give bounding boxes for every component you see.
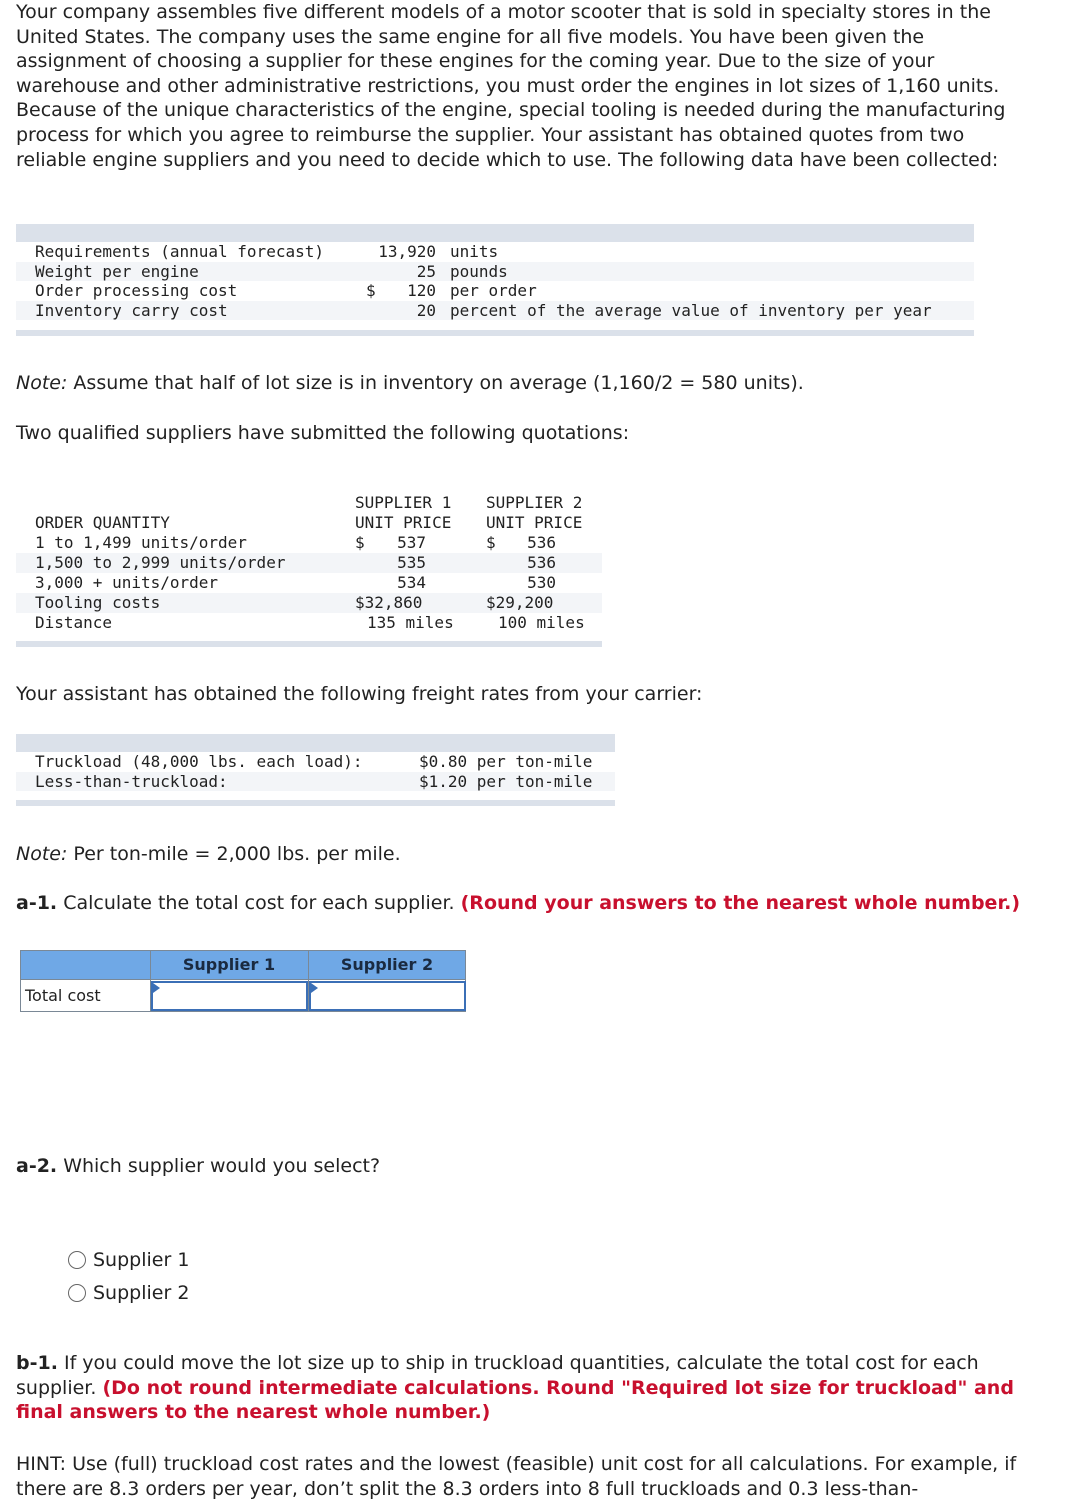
question-a2: a-2. Which supplier would you select? <box>16 1155 381 1177</box>
freight-row: Truckload (48,000 lbs. each load): $0.80 per ton-mile <box>35 752 593 771</box>
quote-header-line1: SUPPLIER 1 SUPPLIER 2 <box>355 493 583 512</box>
requirements-table <box>16 224 974 340</box>
req-row: Order processing cost $ 120 per order <box>35 281 537 300</box>
suppliers-intro: Two qualified suppliers have submitted the following quotations: <box>16 422 630 444</box>
supplier2-total-cost-input[interactable] <box>309 981 466 1011</box>
quote-row: 1 to 1,499 units/order $ 537 $ 536 <box>35 533 556 552</box>
input-marker-icon <box>153 983 160 993</box>
note-ton-mile: Note: Per ton-mile = 2,000 lbs. per mile. <box>16 843 401 865</box>
row-label-total-cost: Total cost <box>25 986 101 1005</box>
req-row: Weight per engine 25 pounds <box>16 262 974 282</box>
radio-circle-icon <box>68 1251 86 1269</box>
quote-row: Distance 135 miles 100 miles <box>35 613 585 632</box>
quotations-table <box>16 493 602 653</box>
radio-supplier-2[interactable]: Supplier 2 <box>68 1282 189 1304</box>
req-row: Inventory carry cost 20 percent of the average value of inventory per year <box>16 301 974 321</box>
col-header-supplier1: Supplier 1 <box>182 955 276 974</box>
radio-supplier-1[interactable]: Supplier 1 <box>68 1249 189 1271</box>
radio-circle-icon <box>68 1284 86 1302</box>
col-header-supplier2: Supplier 2 <box>340 955 434 974</box>
quote-row: Tooling costs $32,860 $29,200 <box>16 593 602 613</box>
input-marker-icon <box>311 983 318 993</box>
quote-row: 1,500 to 2,999 units/order 535 536 <box>16 553 602 573</box>
hint-text: HINT: Use (full) truckload cost rates and the lowest (feasible) unit cost for all calculations. For example, if there are 8.3 orders per year, don’t split the 8.3 orders into 8 full truckloads and 0.3 less-than- <box>16 1453 1017 1500</box>
answer-table <box>20 950 466 1012</box>
freight-table <box>16 734 615 810</box>
quote-row: 3,000 + units/order 534 530 <box>35 573 556 592</box>
supplier1-total-cost-input[interactable] <box>151 981 308 1011</box>
question-a1: a-1. Calculate the total cost for each supplier. (Round your answers to the nearest whole number.) <box>16 892 1021 914</box>
req-row: Requirements (annual forecast) 13,920 units <box>35 242 499 261</box>
intro-paragraph: Your company assembles five different models of a motor scooter that is sold in specialty stores in the United States. The company uses the same engine for all five models. You have been given the assignment of choosing a supplier for these engines for the coming year. Due to the size of your warehouse and other administrative restrictions, you must order the engines in lot sizes of 1,160 units. Because of the unique characteristics of the engine, special tooling is needed during the manufacturing process for which you agree to reimburse the supplier. Your assistant has obtained quotes from two reliable engine suppliers and you need to decide which to use. The following data have been collected: <box>16 1 1006 171</box>
freight-intro: Your assistant has obtained the following freight rates from your carrier: <box>16 683 703 705</box>
question-b1: b-1. If you could move the lot size up to ship in truckload quantities, calculate the total cost for each supplier. (Do not round intermediate calculations. Round "Required lot size for truckload" and final answers to the nearest whole number.) <box>16 1352 1014 1424</box>
quote-header-line2: ORDER QUANTITY UNIT PRICE UNIT PRICE <box>35 513 583 532</box>
freight-row: Less-than-truckload: $1.20 per ton-mile <box>16 772 615 792</box>
note-average-inventory: Note: Assume that half of lot size is in inventory on average (1,160/2 = 580 units). <box>16 372 804 394</box>
